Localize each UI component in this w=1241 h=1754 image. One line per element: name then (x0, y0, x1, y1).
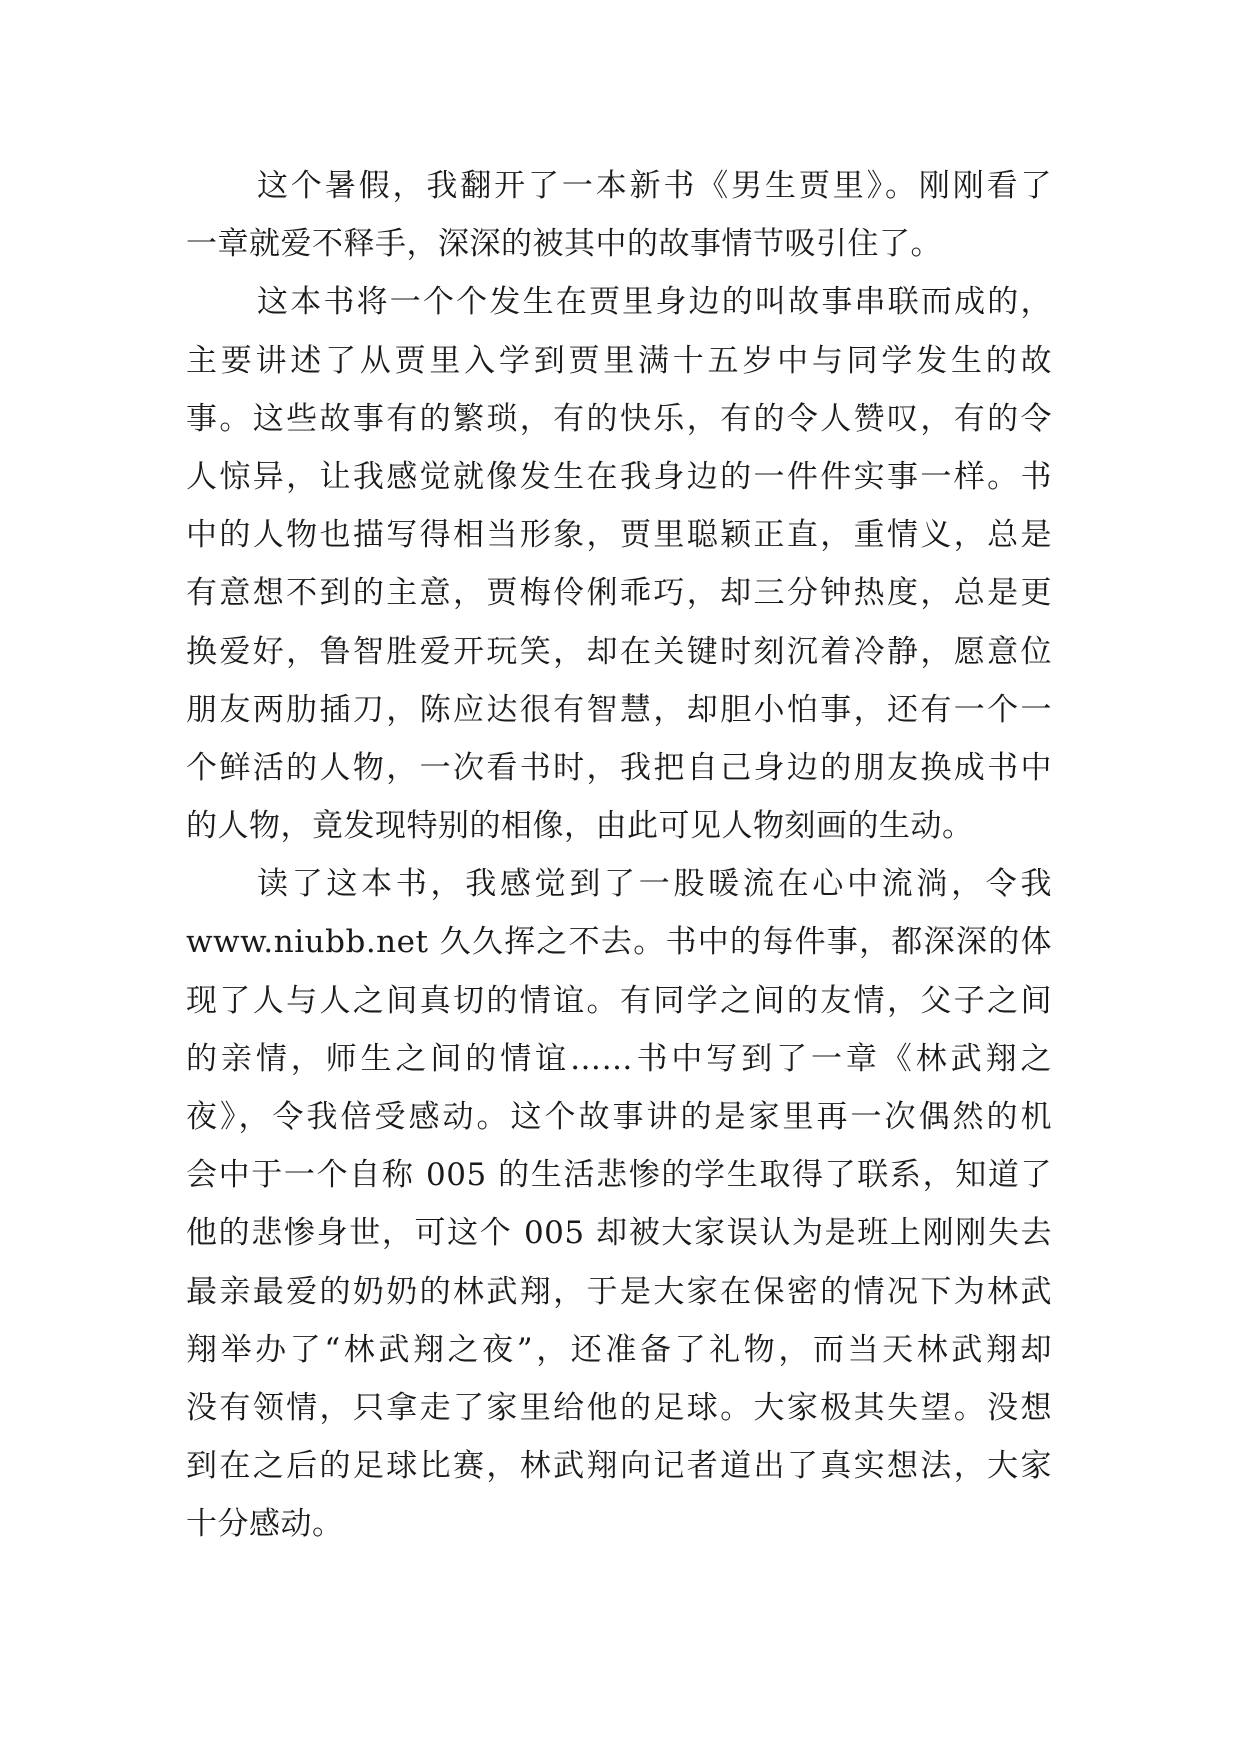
paragraph-3-line-9: 翔举办了“林武翔之夜”，还准备了礼物，而当天林武翔却 (186, 1331, 1052, 1368)
paragraph-2-line-8: 朋友两肋插刀，陈应达很有智慧，却胆小怕事，还有一个一 (186, 691, 1052, 728)
paragraph-2-line-3: 事。这些故事有的繁琐，有的快乐，有的令人赞叹，有的令 (186, 400, 1052, 437)
paragraph-2-line-1: 这本书将一个个发生在贾里身边的叫故事串联而成的， (257, 284, 1052, 321)
paragraph-2-line-4: 人惊异，让我感觉就像发生在我身边的一件件实事一样。书 (186, 458, 1052, 495)
paragraph-2-line-9: 个鲜活的人物，一次看书时，我把自己身边的朋友换成书中 (186, 749, 1052, 786)
paragraph-1-line-2: 一章就爱不释手，深深的被其中的故事情节吸引住了。 (186, 226, 942, 263)
paragraph-3-line-5: 夜》，令我倍受感动。这个故事讲的是家里再一次偶然的机 (186, 1099, 1052, 1135)
paragraph-2-line-10: 的人物，竟发现特别的相像，由此可见人物刻画的生动。 (186, 808, 974, 845)
paragraph-3-line-2: www.niubb.net 久久挥之不去。书中的每件事，都深深的体 (186, 924, 1052, 961)
paragraph-3-line-12: 十分感动。 (186, 1506, 344, 1543)
paragraph-2-line-5: 中的人物也描写得相当形象，贾里聪颖正直，重情义，总是 (186, 517, 1052, 554)
paragraph-2-line-6: 有意想不到的主意，贾梅伶俐乖巧，却三分钟热度，总是更 (186, 575, 1052, 612)
paragraph-3-line-4: 的亲情，师生之间的情谊……书中写到了一章《林武翔之 (186, 1040, 1052, 1077)
paragraph-3-line-1: 读了这本书，我感觉到了一股暖流在心中流淌，令我 (257, 866, 1052, 903)
paragraph-3-line-3: 现了人与人之间真切的情谊。有同学之间的友情，父子之间 (186, 982, 1052, 1019)
paragraph-2-line-7: 换爱好，鲁智胜爱开玩笑，却在关键时刻沉着冷静，愿意位 (186, 633, 1052, 670)
document-body (186, 157, 1052, 1554)
paragraph-3-line-7: 他的悲惨身世，可这个 005 却被大家误认为是班上刚刚失去 (186, 1215, 1052, 1252)
paragraph-3-line-11: 到在之后的足球比赛，林武翔向记者道出了真实想法，大家 (186, 1448, 1052, 1485)
paragraph-2-line-2: 主要讲述了从贾里入学到贾里满十五岁中与同学发生的故 (186, 342, 1052, 379)
paragraph-3-line-8: 最亲最爱的奶奶的林武翔，于是大家在保密的情况下为林武 (186, 1273, 1052, 1310)
paragraph-3-line-6: 会中于一个自称 005 的生活悲惨的学生取得了联系，知道了 (186, 1157, 1052, 1194)
paragraph-3-line-10: 没有领情，只拿走了家里给他的足球。大家极其失望。没想 (186, 1389, 1052, 1426)
paragraph-1-line-1: 这个暑假，我翻开了一本新书《男生贾里》。刚刚看了 (257, 168, 1052, 204)
